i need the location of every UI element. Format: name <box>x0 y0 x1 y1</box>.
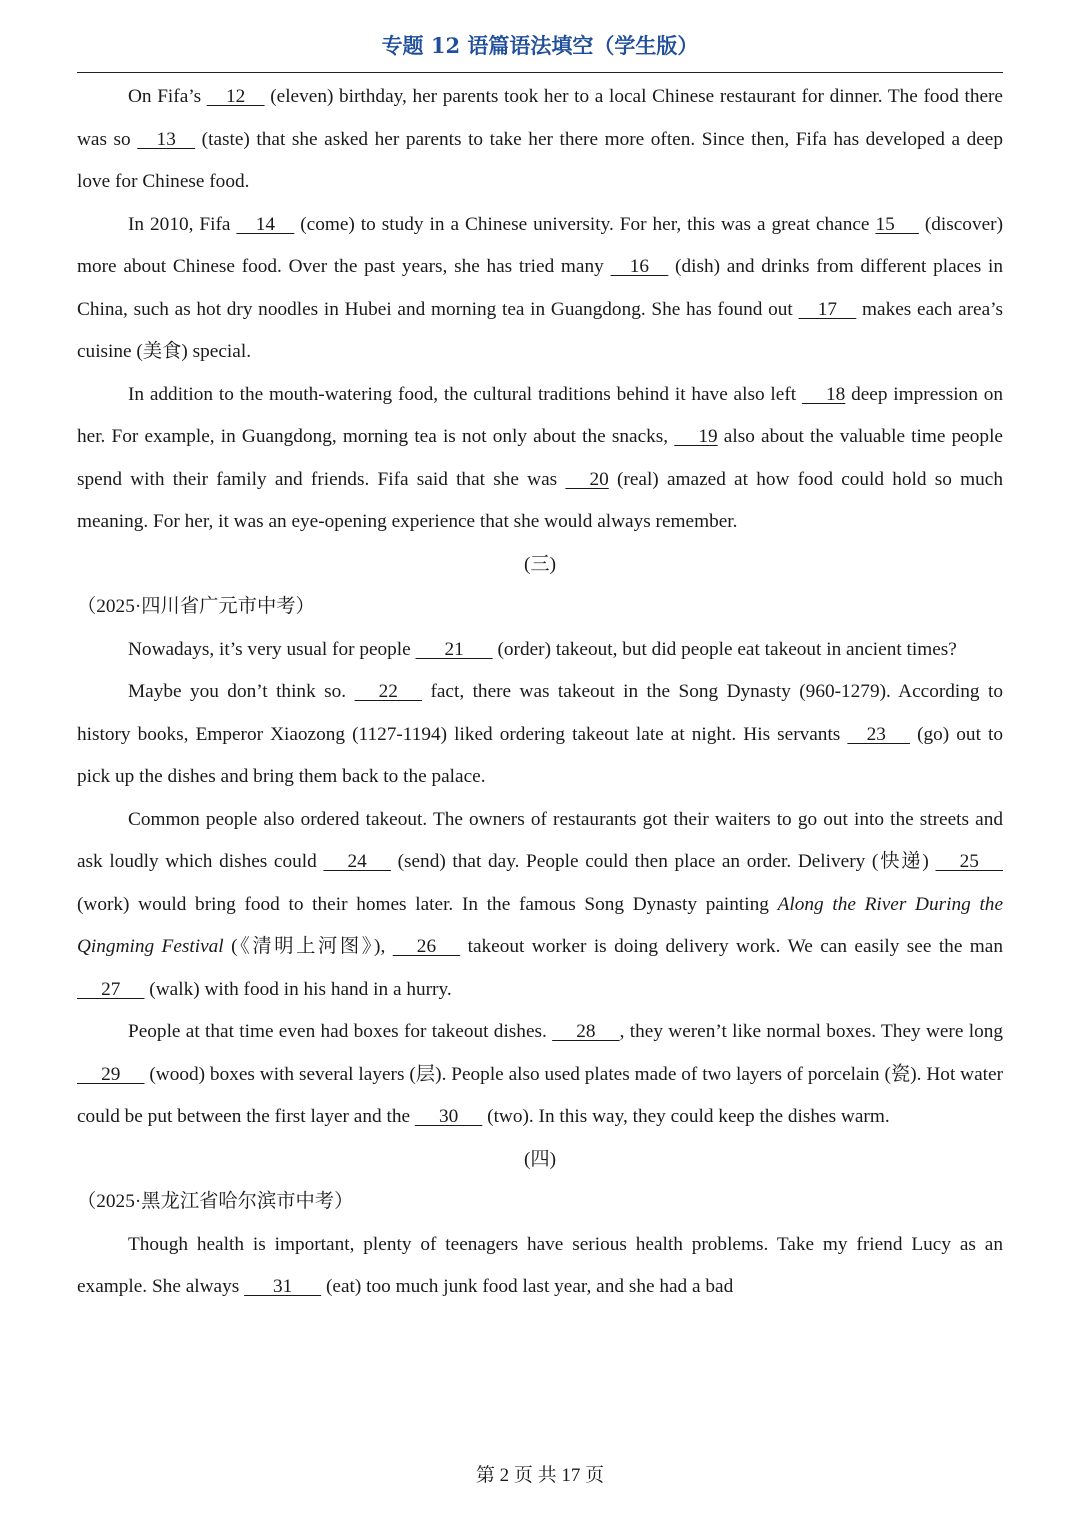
text-run: takeout worker is doing delivery work. We can easily see the man <box>460 936 1003 957</box>
blank-14: 14 <box>236 213 295 235</box>
text-run: On Fifa’s <box>128 86 207 107</box>
text-run: (send) that day. People could then place an order. Delivery (快递) <box>390 851 936 872</box>
blank-27: 27 <box>77 978 145 1000</box>
text-run: (dish) and drinks from different places in China, such as hot dry noodles in Hubei and morning tea in Guangdong. She has found out <box>77 256 1003 320</box>
paragraph-fifa-birthday <box>77 76 1003 204</box>
page-number: 第 2 页 共 17 页 <box>475 1465 605 1486</box>
text-run: In 2010, Fifa <box>128 213 237 235</box>
blank-18: 18 <box>801 383 846 405</box>
text-run: (walk) with food in his hand in a hurry. <box>144 978 452 1000</box>
paragraph-cultural-traditions <box>77 374 1003 544</box>
section-heading-4: (四) <box>523 1148 557 1170</box>
text-run: Maybe you don’t think so. <box>128 681 355 702</box>
blank-30: 30 <box>414 1106 483 1127</box>
section-heading-3: (三) <box>523 553 557 575</box>
blank-26: 26 <box>392 936 461 957</box>
text-run: (eleven) birthday, her parents took her to a local Chinese restaurant for dinner. The food there was so <box>77 86 1003 150</box>
blank-25: 25 <box>935 851 1003 872</box>
text-run: Nowadays, it’s very usual for people <box>128 638 416 660</box>
text-run: (《清明上河图》), <box>223 936 393 957</box>
painting-title: Along the River During the Qingming Festival <box>77 893 1003 957</box>
paragraph-takeout-intro <box>77 629 1003 672</box>
text-run: (come) to study in a Chinese university. For her, this was a great chance <box>294 213 876 235</box>
text-run: Though health is important, plenty of teenagers have serious health problems. Take my friend Lucy as an example. She always <box>77 1233 1003 1297</box>
blank-31: 31 <box>244 1276 322 1297</box>
blank-22: 22 <box>354 681 423 702</box>
blank-21: 21 <box>415 638 493 660</box>
paragraph-common-people <box>77 799 1003 1012</box>
blank-23: 23 <box>847 723 911 745</box>
blank-13: 13 <box>137 128 196 150</box>
blank-24: 24 <box>323 851 391 872</box>
blank-19: 19 <box>674 426 718 447</box>
text-run: Common people also ordered takeout. The owners of restaurants got their waiters to go out into the streets and ask loudly which dishes could <box>77 808 1003 872</box>
page-header-title: 专题 12 语篇语法填空（学生版） <box>381 33 699 58</box>
blank-16: 16 <box>610 256 669 277</box>
text-run: People at that time even had boxes for takeout dishes. <box>128 1021 553 1042</box>
text-run: (real) amazed at how food could hold so much meaning. For her, it was an eye-opening experience that she would always remember. <box>77 468 1003 532</box>
blank-12: 12 <box>206 86 265 107</box>
blank-17: 17 <box>798 298 857 320</box>
blank-29: 29 <box>77 1063 145 1085</box>
text-run: (taste) that she asked her parents to take her there more often. Since then, Fifa has developed a deep love for Chinese food. <box>77 128 1003 192</box>
paragraph-health <box>77 1224 1003 1309</box>
text-run: deep impression on her. For example, in Guangdong, morning tea is not only about the snacks, <box>77 383 1003 447</box>
text-run: makes each area’s cuisine (美食) special. <box>77 298 1003 362</box>
text-run: (go) out to pick up the dishes and bring them back to the palace. <box>77 723 1003 787</box>
text-run: (order) takeout, but did people eat takeout in ancient times? <box>492 638 957 660</box>
paragraph-song-dynasty <box>77 671 1003 799</box>
text-run: (two). In this way, they could keep the dishes warm. <box>482 1106 890 1127</box>
text-run: also about the valuable time people spend with their family and friends. Fifa said that she was <box>77 426 1003 490</box>
blank-15: 15 <box>875 213 919 235</box>
paragraph-fifa-university <box>77 204 1003 374</box>
text-run: In addition to the mouth-watering food, the cultural traditions behind it have also left <box>128 383 802 405</box>
text-run: (eat) too much junk food last year, and she had a bad <box>321 1276 734 1297</box>
blank-28: 28 <box>552 1021 620 1042</box>
text-run: , they weren’t like normal boxes. They were long <box>619 1021 1003 1042</box>
document-body <box>77 76 1003 1309</box>
text-run: (discover) more about Chinese food. Over the past years, she has tried many <box>77 213 1003 277</box>
paragraph-takeout-boxes <box>77 1011 1003 1139</box>
blank-20: 20 <box>565 468 609 490</box>
text-run: (work) would bring food to their homes later. In the famous Song Dynasty painting <box>77 893 778 915</box>
text-run: (wood) boxes with several layers (层). People also used plates made of two layers of porcelain (瓷). Hot water could be put between the first layer and the <box>77 1063 1003 1127</box>
text-run: fact, there was takeout in the Song Dynasty (960-1279). According to history books, Emperor Xiaozong (1127-1194) liked ordering takeout late at night. His servants <box>77 681 1003 745</box>
section-source-4: （2025·黑龙江省哈尔滨市中考） <box>77 1191 354 1212</box>
section-source-3: （2025·四川省广元市中考） <box>77 596 315 617</box>
header-divider <box>77 72 1003 73</box>
